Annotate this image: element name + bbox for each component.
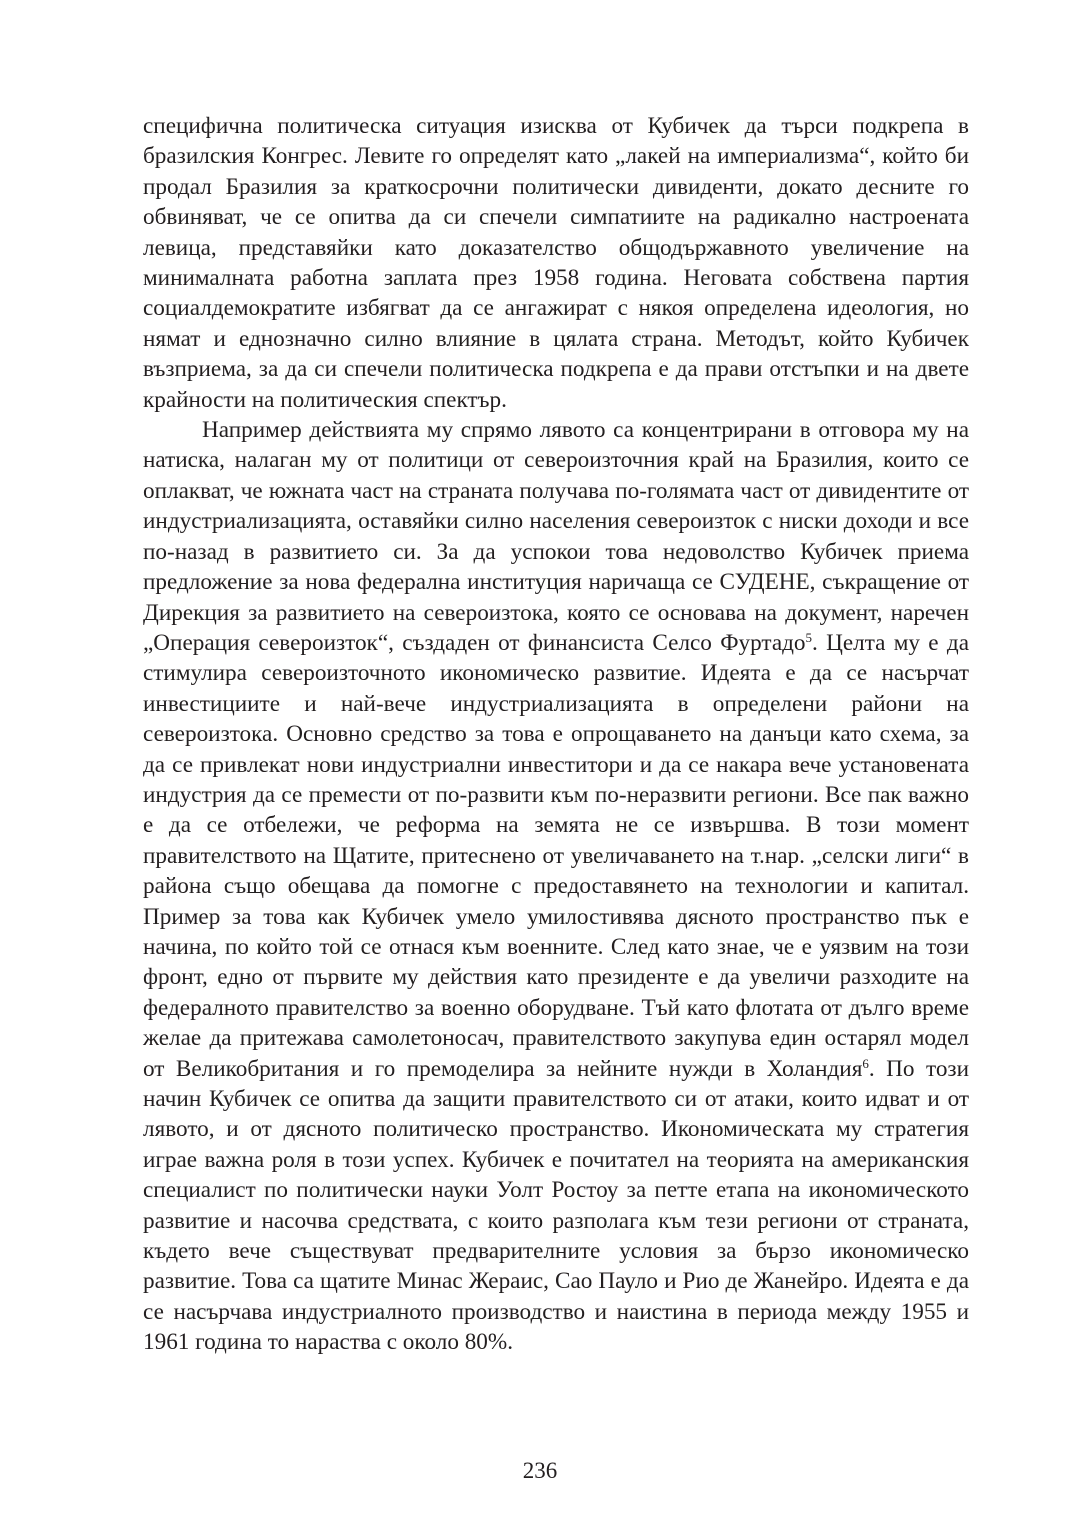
paragraph-text: . По този начин Кубичек се опитва да защити правителството си от атаки, които идват и от лявото, и от дясното политическо пространство. Икономическата му стратегия играе важна роля в този успех. Кубичек е почитател на теорията на американския специалист по политически науки Уолт Ростоу за петте етапа на икономическото развитие и насочва средствата, с които разполага към тези региони от страната, където вече съществуват предварителните условия за бързо икономическо развитие. Това са щатите Минас Жераис, Сао Пауло и Рио де Жанейро. Идеята е да се насърчава индустриалното производство и наистина в периода между 1955 и 1961 година то нараства с около 80%.: [143, 1055, 969, 1356]
footnote-reference: 5: [805, 630, 813, 646]
paragraph: [143, 111, 969, 415]
paragraph-text: специфична политическа ситуация изисква от Кубичек да търси подкрепа в бразилския Конгрес. Левите го определят като „лакей на империализма“, който би продал Бразилия за краткосрочни политически дивиденти, докато десните го обвиняват, че се опитва да си спечели симпатиите на радикално настроената левица, представяйки като доказателство общодържавното увеличение на минималната работна заплата през 1958 година. Неговата собствена партия социалдемократите избягват да се ангажират с някоя определена идеология, но нямат и еднозначно силно влияние в цялата страна. Методът, който Кубичек възприема, за да си спечели политическа подкрепа е да прави отстъпки и на двете крайности на политическия спектър.: [143, 113, 969, 413]
paragraph-text: . Целта му е да стимулира североизточното икономическо развитие. Идеята е да се насърчат инвестициите и най-вече индустриализацията в определени райони на североизтока. Основно средство за това е опрощаването на данъци като схема, за да се привлекат нови индустриални инвеститори и да се накара вече установената индустрия да се премести от по-развити към по-неразвити региони. Все пак важно е да се отбележи, че реформа на земята не се извършва. В този момент правителството на Щатите, притеснено от увеличаването на т.нар. „селски лиги“ в района също обещава да помогне с предоставянето на технологии и капитал. Пример за това как Кубичек умело умилостивява дясното пространство пък е начина, по който той се отнася към военните. След като знае, че е уязвим на този фронт, едно от първите му действия като президенте е да увеличи разходите на федералното правителство за военно оборудване. Тъй като флотата от дълго време желае да притежава самолетоносач, правителството закупува един остарял модел от Великобритания и го премоделира за нейните нужди в Холандия: [143, 629, 969, 1082]
paragraph: [143, 415, 969, 1358]
body-text: [143, 111, 969, 1358]
paragraph-text: Например действията му спрямо лявото са концентрирани в отговора му на натиска, налаган му от политици от североизточния край на Бразилия, които се оплакват, че южната част на страната получава по-голямата част от дивидентите от индустриализацията, оставяйки силно населения североизток с ниски доходи и все по-назад в развитието си. За да успокои това недоволство Кубичек приема предложение за нова федерална институция наричаща се СУДЕНЕ, съкращение от Дирекция за развитието на североизтока, която се основава на документ, наречен „Операция североизток“, създаден от финансиста Селсо Фуртадо: [143, 417, 969, 656]
page-number: 236: [522, 1458, 558, 1483]
footnote-reference: 6: [862, 1055, 869, 1071]
